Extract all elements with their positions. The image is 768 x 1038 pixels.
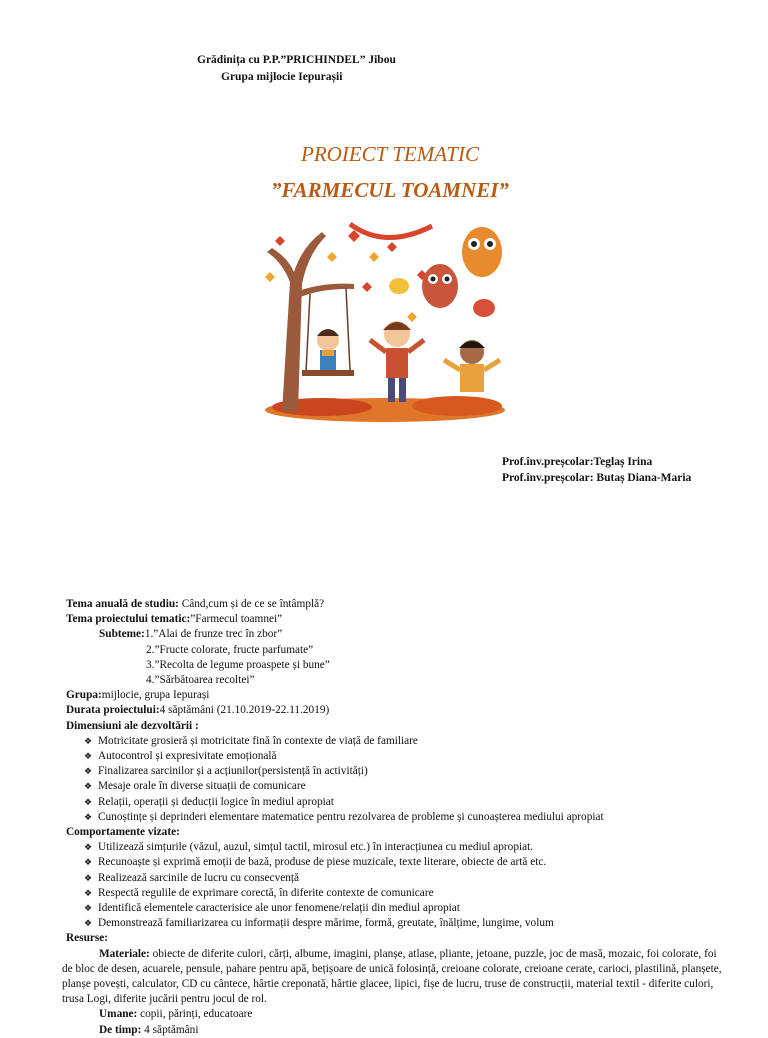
diamond-bullet-icon: ❖ [84, 811, 93, 822]
subtheme-item [66, 627, 726, 642]
list-item [66, 840, 726, 855]
list-item [66, 916, 726, 931]
duration-value: 4 săptămâni (21.10.2019-22.11.2019) [159, 704, 330, 717]
duration-label: Durata proiectului: [66, 704, 160, 717]
list-item [66, 855, 726, 870]
diamond-bullet-icon: ❖ [84, 751, 93, 762]
resources-heading: Resurse: [66, 932, 109, 945]
diamond-bullet-icon: ❖ [84, 842, 93, 853]
human-resources-value: copii, părinți, educatoare [137, 1008, 253, 1021]
list-item [66, 901, 726, 916]
list-item-text: Autocontrol și expresivitate emoțională [98, 750, 277, 763]
list-item-text: Respectă regulile de exprimare corectă, în diferite contexte de comunicare [98, 886, 434, 899]
project-details [62, 597, 726, 1038]
diamond-bullet-icon: ❖ [84, 796, 93, 807]
subtheme-item [66, 643, 726, 658]
list-item-text: Demonstrează familiarizarea cu informații despre mărime, formă, greutate, înălțime, lungime, volum [98, 917, 554, 930]
list-item-text: Realizează sarcinile de lucru cu consecvență [98, 871, 300, 884]
project-theme-value: ”Farmecul toamnei” [190, 613, 283, 626]
group-label: Grupa: [66, 689, 102, 702]
subtheme-text: 2.”Fructe colorate, fructe parfumate” [146, 643, 314, 656]
project-theme-label: Tema proiectului tematic: [66, 613, 191, 626]
diamond-bullet-icon: ❖ [84, 903, 93, 914]
group-name: Grupa mijlocie Iepurașii [221, 71, 343, 83]
list-item [66, 749, 726, 764]
list-item-text: Utilizează simțurile (văzul, auzul, simțul tactil, mirosul etc.) în interacțiunea cu mediul apropiat. [98, 841, 534, 854]
list-item-text: Motricitate grosieră și motricitate fină în contexte de viață de familiare [98, 734, 418, 747]
project-title: ”FARMECUL TOAMNEI” [271, 178, 509, 202]
list-item [66, 795, 726, 810]
diamond-bullet-icon: ❖ [84, 857, 93, 868]
annual-theme-value: Când,cum și de ce se întâmplă? [178, 598, 325, 610]
diamond-bullet-icon: ❖ [84, 766, 93, 777]
materials-value: obiecte de diferite culori, cărți, albume, imagini, planșe, atlase, pliante, jetoane, puzzle, joc de masă, mozaic, foi colorate, foi de bloc de desen, acuarele, pensule, pahare pentru apă, bețișoare de unică folosință, creioane colorate, creioane cerate, carioci, plastilină, planșete, planșe povești, calculator, CD cu cântece, hârtie creponată, hârtie glacee, lipici, fișe de lucru, truse de construcții, material textil - diferite culori, trusa Logi, diferite jucării pentru jocul de rol. [62, 947, 722, 1006]
subtheme-item [66, 673, 726, 688]
author-2: Prof.înv.preșcolar: Butaș Diana-Maria [502, 472, 692, 484]
list-item-text: Identifică elementele caracterisice ale unor fenomene/relații din mediul apropiat [98, 902, 460, 915]
materials-label: Materiale: [99, 947, 150, 960]
dimensions-heading: Dimensiuni ale dezvoltării : [66, 719, 199, 732]
behaviours-heading: Comportamente vizate: [66, 826, 180, 839]
diamond-bullet-icon: ❖ [84, 918, 93, 929]
materials-paragraph [62, 947, 726, 1008]
subtheme-text: 1.”Alai de frunze trec în zbor” [144, 628, 283, 641]
list-item [66, 734, 726, 749]
list-item [66, 779, 726, 794]
diamond-bullet-icon: ❖ [84, 735, 93, 746]
diamond-bullet-icon: ❖ [84, 872, 93, 883]
kindergarten-name: Grădinița cu P.P.”PRICHINDEL” Jibou [197, 54, 396, 66]
subtheme-text: 4.”Sărbătoarea recoltei” [146, 674, 255, 687]
time-resources [66, 1023, 726, 1038]
group-value: mijlocie, grupa Iepurași [101, 689, 210, 702]
document-title: PROIECT TEMATIC [301, 142, 479, 166]
subthemes-label: Subteme: [99, 628, 145, 641]
subtheme-item [66, 658, 726, 673]
annual-theme [66, 597, 726, 612]
human-resources-label: Umane: [99, 1008, 138, 1021]
diamond-bullet-icon: ❖ [84, 887, 93, 898]
list-item-text: Relații, operații și deducții logice în mediul apropiat [98, 795, 334, 808]
annual-theme-label: Tema anuală de studiu: [66, 598, 179, 610]
list-item-text: Cunoștințe și deprinderi elementare matematice pentru rezolvarea de probleme și cunoașterea mediului apropiat [98, 810, 604, 823]
list-item [66, 810, 726, 825]
list-item-text: Finalizarea sarcinilor și a acțiunilor(persistență în activități) [98, 765, 368, 778]
list-item-text: Mesaje orale în diverse situații de comunicare [98, 780, 306, 793]
list-item [66, 871, 726, 886]
list-item-text: Recunoaște și exprimă emoții de bază, produse de piese muzicale, texte literare, obiecte de artă etc. [98, 856, 547, 869]
list-item [66, 764, 726, 779]
time-resources-value: 4 săptămâni [141, 1023, 199, 1036]
list-item [66, 886, 726, 901]
group [66, 688, 726, 703]
human-resources [66, 1007, 726, 1022]
project-theme [66, 612, 726, 627]
author-1: Prof.înv.preșcolar:Teglaș Irina [502, 456, 653, 468]
duration [66, 703, 726, 718]
time-resources-label: De timp: [99, 1023, 142, 1036]
diamond-bullet-icon: ❖ [84, 781, 93, 792]
subtheme-text: 3.”Recolta de legume proaspete și bune” [146, 658, 330, 671]
autumn-illustration [262, 222, 508, 422]
